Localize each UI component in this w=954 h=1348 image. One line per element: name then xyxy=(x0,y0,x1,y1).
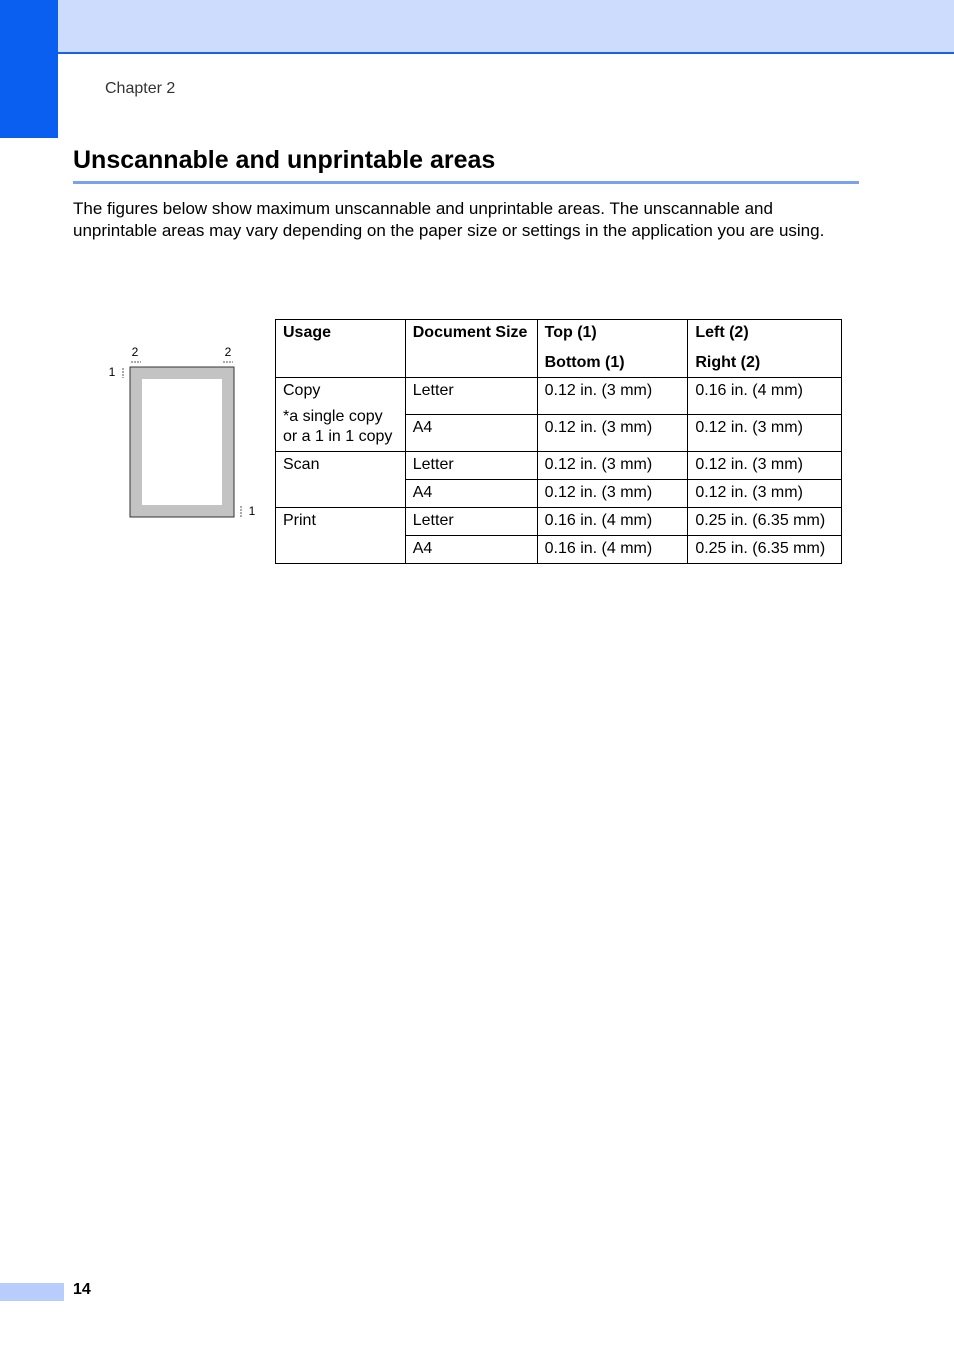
margins-table xyxy=(275,319,842,564)
size-cell: Letter xyxy=(405,508,537,536)
top-bottom-cell: 0.12 in. (3 mm) xyxy=(537,480,688,508)
table-row xyxy=(276,452,842,480)
chapter-tab xyxy=(0,0,58,138)
page-number: 14 xyxy=(73,1281,91,1298)
left-right-cell: 0.25 in. (6.35 mm) xyxy=(688,508,842,536)
top-bottom-cell: 0.16 in. (4 mm) xyxy=(537,536,688,564)
figure-label-right: 2 xyxy=(224,345,232,359)
top-bottom-cell: 0.12 in. (3 mm) xyxy=(537,452,688,480)
page-number-bar xyxy=(0,1283,64,1301)
left-right-cell: 0.25 in. (6.35 mm) xyxy=(688,536,842,564)
header-top-bottom xyxy=(537,320,688,378)
figure-label-bottom: 1 xyxy=(248,504,256,518)
usage-cell: Print xyxy=(276,508,406,564)
header-bottom: Bottom (1) xyxy=(544,354,625,371)
title-divider xyxy=(73,181,859,184)
header-document-size: Document Size xyxy=(405,320,537,378)
size-cell: A4 xyxy=(405,480,537,508)
top-bottom-cell: 0.16 in. (4 mm) xyxy=(537,508,688,536)
table-header-row xyxy=(276,320,842,378)
left-right-cell: 0.16 in. (4 mm) xyxy=(688,378,842,415)
header-left: Left (2) xyxy=(695,324,749,341)
header-right: Right (2) xyxy=(695,354,761,371)
header-band xyxy=(0,0,954,54)
header-usage: Usage xyxy=(276,320,406,378)
printable-area xyxy=(142,379,222,505)
usage-note: *a single copy or a 1 in 1 copy xyxy=(283,408,393,445)
chapter-label: Chapter 2 xyxy=(105,80,176,97)
intro-paragraph: The figures below show maximum unscannable and unprintable areas. The unscannable and unprintable areas may vary depending on the paper size or settings in the application you are using. xyxy=(73,199,825,240)
table-row xyxy=(276,508,842,536)
header-top: Top (1) xyxy=(544,324,597,341)
size-cell: A4 xyxy=(405,536,537,564)
left-right-cell: 0.12 in. (3 mm) xyxy=(688,415,842,452)
top-bottom-cell: 0.12 in. (3 mm) xyxy=(537,415,688,452)
left-right-cell: 0.12 in. (3 mm) xyxy=(688,480,842,508)
margin-diagram xyxy=(100,340,270,530)
header-left-right xyxy=(688,320,842,378)
size-cell: Letter xyxy=(405,378,537,415)
size-cell: Letter xyxy=(405,452,537,480)
usage-label: Copy xyxy=(283,382,321,399)
usage-cell xyxy=(276,378,406,452)
figure-label-left: 2 xyxy=(131,345,139,359)
size-cell: A4 xyxy=(405,415,537,452)
section-title: Unscannable and unprintable areas xyxy=(73,146,496,174)
top-bottom-cell: 0.12 in. (3 mm) xyxy=(537,378,688,415)
table-row xyxy=(276,378,842,415)
usage-cell: Scan xyxy=(276,452,406,508)
figure-label-top: 1 xyxy=(108,365,116,379)
left-right-cell: 0.12 in. (3 mm) xyxy=(688,452,842,480)
